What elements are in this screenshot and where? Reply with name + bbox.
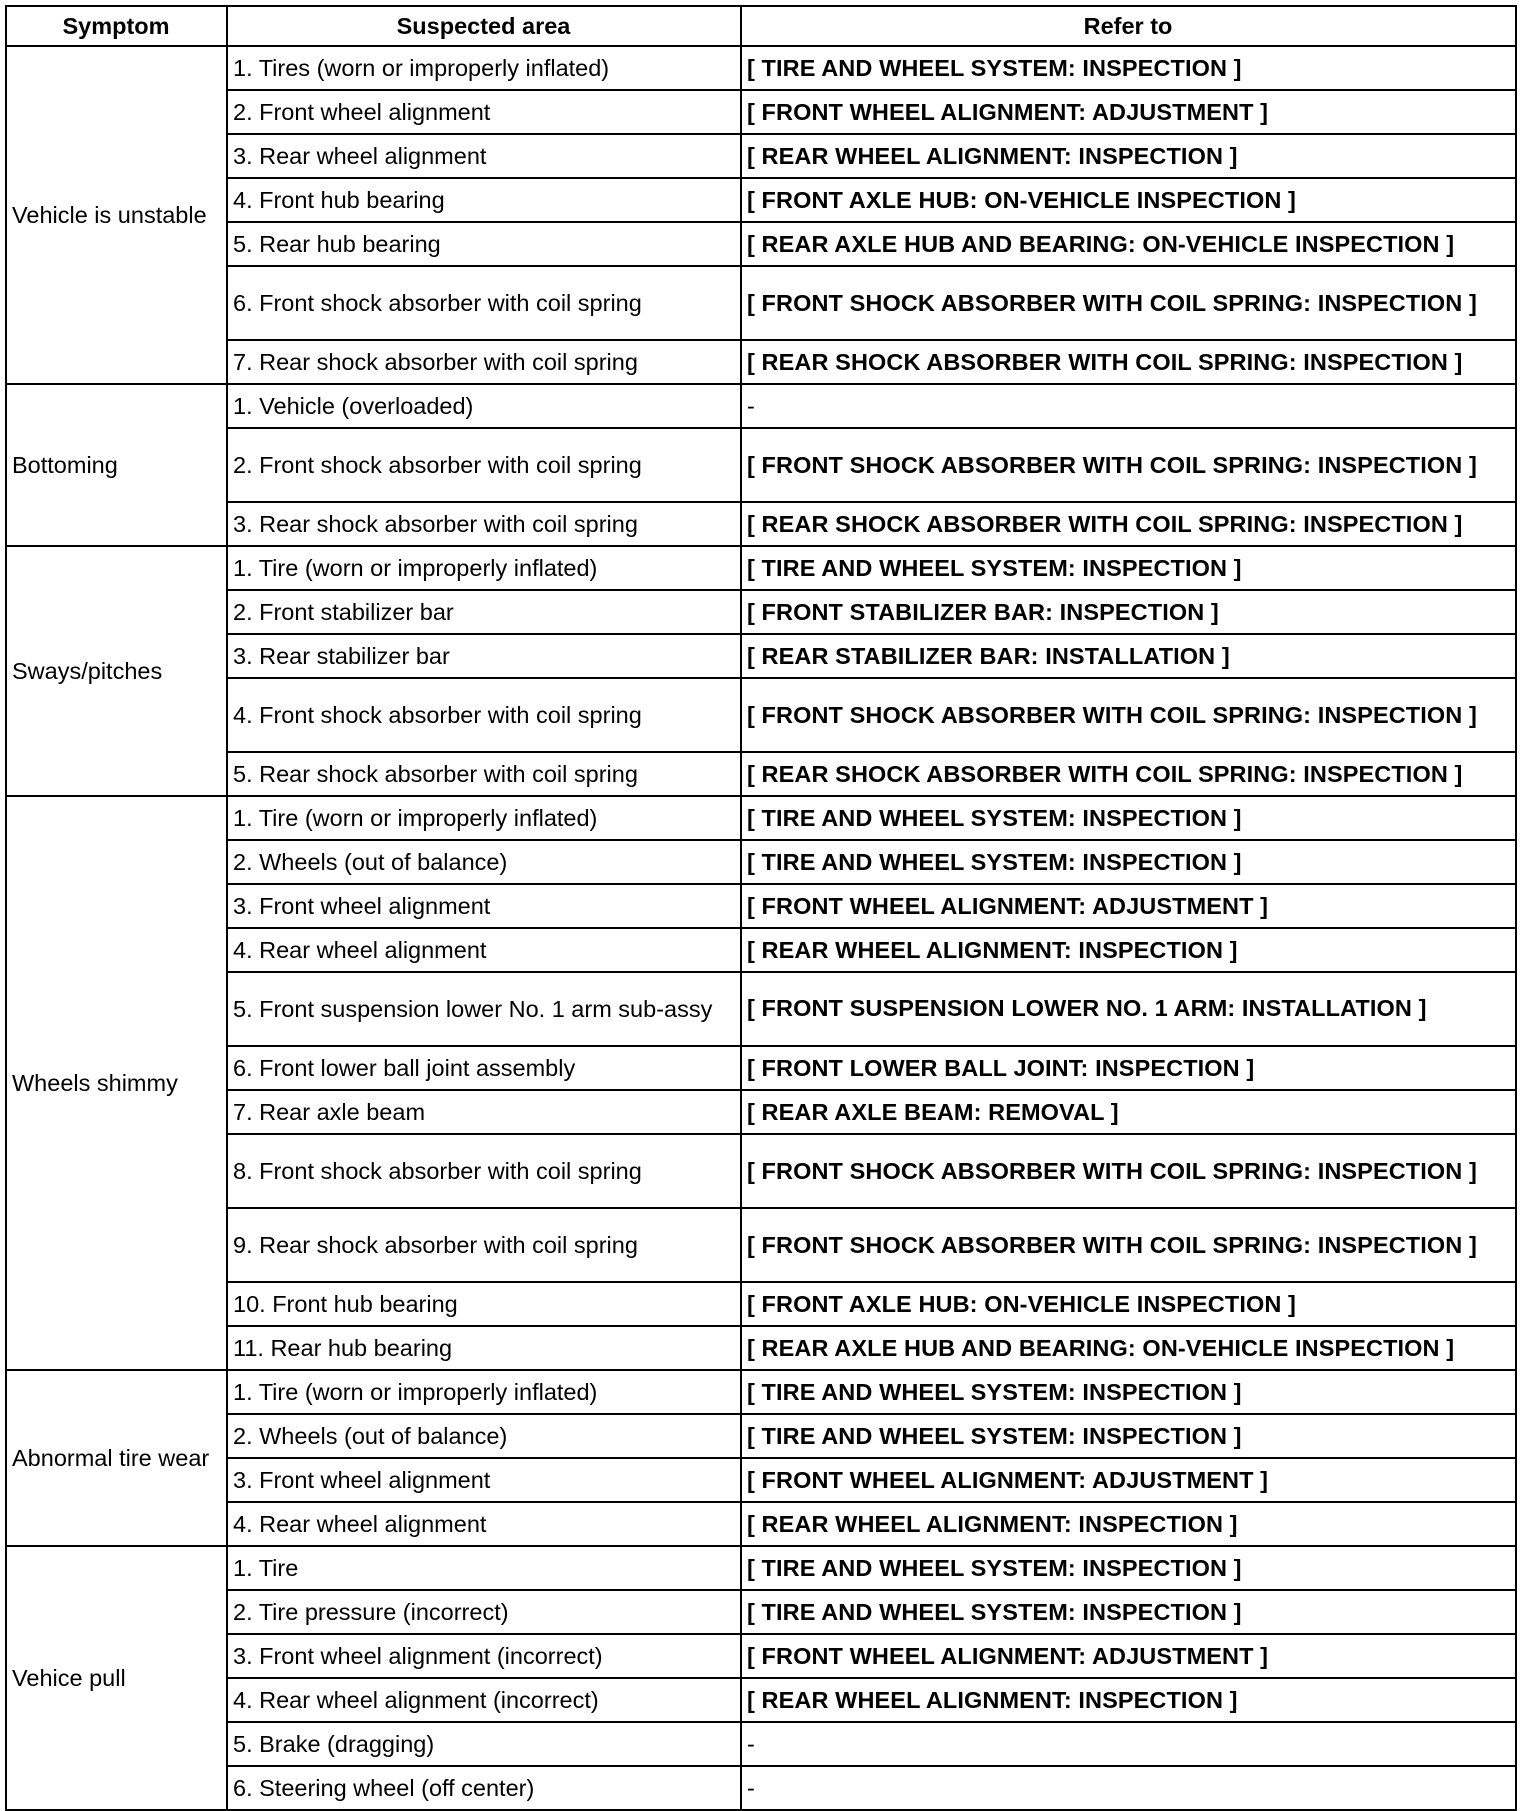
table-row — [6, 1546, 1516, 1590]
header-row — [6, 6, 1516, 46]
suspected-area-cell: 1. Tire (worn or improperly inflated) — [227, 1370, 741, 1414]
suspected-area-cell: 1. Tire — [227, 1546, 741, 1590]
table-row — [6, 1090, 1516, 1134]
suspected-area-cell: 10. Front hub bearing — [227, 1282, 741, 1326]
suspected-area-cell: 5. Rear shock absorber with coil spring — [227, 752, 741, 796]
table-row — [6, 1046, 1516, 1090]
refer-link[interactable]: [ REAR SHOCK ABSORBER WITH COIL SPRING: INSPECTION ] — [741, 340, 1516, 384]
refer-link[interactable]: [ REAR AXLE BEAM: REMOVAL ] — [741, 1090, 1516, 1134]
refer-link[interactable]: [ REAR AXLE HUB AND BEARING: ON-VEHICLE INSPECTION ] — [741, 222, 1516, 266]
suspected-area-cell: 8. Front shock absorber with coil spring — [227, 1134, 741, 1208]
refer-link[interactable]: [ FRONT SHOCK ABSORBER WITH COIL SPRING: INSPECTION ] — [741, 1134, 1516, 1208]
refer-link[interactable]: [ FRONT SHOCK ABSORBER WITH COIL SPRING: INSPECTION ] — [741, 1208, 1516, 1282]
refer-link[interactable]: [ FRONT SHOCK ABSORBER WITH COIL SPRING: INSPECTION ] — [741, 678, 1516, 752]
suspected-area-cell: 5. Front suspension lower No. 1 arm sub-assy — [227, 972, 741, 1046]
refer-link[interactable]: [ FRONT AXLE HUB: ON-VEHICLE INSPECTION ] — [741, 1282, 1516, 1326]
table-row — [6, 266, 1516, 340]
header-suspected-area: Suspected area — [227, 6, 741, 46]
suspected-area-cell: 2. Tire pressure (incorrect) — [227, 1590, 741, 1634]
refer-link[interactable]: [ TIRE AND WHEEL SYSTEM: INSPECTION ] — [741, 796, 1516, 840]
table-row — [6, 1634, 1516, 1678]
refer-link[interactable]: [ REAR WHEEL ALIGNMENT: INSPECTION ] — [741, 1678, 1516, 1722]
table-row — [6, 340, 1516, 384]
symptom-cell: Vehicle is unstable — [6, 46, 227, 384]
refer-cell-empty: - — [741, 1766, 1516, 1810]
table-row — [6, 840, 1516, 884]
table-row — [6, 1458, 1516, 1502]
refer-link[interactable]: [ REAR AXLE HUB AND BEARING: ON-VEHICLE INSPECTION ] — [741, 1326, 1516, 1370]
table-row — [6, 1678, 1516, 1722]
symptom-cell: Vehice pull — [6, 1546, 227, 1810]
suspected-area-cell: 2. Wheels (out of balance) — [227, 840, 741, 884]
refer-link[interactable]: [ TIRE AND WHEEL SYSTEM: INSPECTION ] — [741, 1370, 1516, 1414]
table-row — [6, 384, 1516, 428]
refer-link[interactable]: [ TIRE AND WHEEL SYSTEM: INSPECTION ] — [741, 840, 1516, 884]
suspected-area-cell: 11. Rear hub bearing — [227, 1326, 741, 1370]
symptom-cell: Abnormal tire wear — [6, 1370, 227, 1546]
suspected-area-cell: 2. Front shock absorber with coil spring — [227, 428, 741, 502]
table-row — [6, 928, 1516, 972]
refer-link[interactable]: [ FRONT LOWER BALL JOINT: INSPECTION ] — [741, 1046, 1516, 1090]
suspected-area-cell: 2. Front wheel alignment — [227, 90, 741, 134]
suspected-area-cell: 2. Front stabilizer bar — [227, 590, 741, 634]
suspected-area-cell: 2. Wheels (out of balance) — [227, 1414, 741, 1458]
suspected-area-cell: 3. Rear stabilizer bar — [227, 634, 741, 678]
refer-link[interactable]: [ REAR WHEEL ALIGNMENT: INSPECTION ] — [741, 1502, 1516, 1546]
table-row — [6, 134, 1516, 178]
suspected-area-cell: 6. Front lower ball joint assembly — [227, 1046, 741, 1090]
suspected-area-cell: 6. Front shock absorber with coil spring — [227, 266, 741, 340]
suspected-area-cell: 5. Brake (dragging) — [227, 1722, 741, 1766]
refer-link[interactable]: [ FRONT AXLE HUB: ON-VEHICLE INSPECTION ] — [741, 178, 1516, 222]
suspected-area-cell: 3. Rear wheel alignment — [227, 134, 741, 178]
suspected-area-cell: 1. Vehicle (overloaded) — [227, 384, 741, 428]
refer-link[interactable]: [ FRONT SHOCK ABSORBER WITH COIL SPRING: INSPECTION ] — [741, 428, 1516, 502]
refer-link[interactable]: [ FRONT WHEEL ALIGNMENT: ADJUSTMENT ] — [741, 884, 1516, 928]
table-row — [6, 46, 1516, 90]
table-row — [6, 1414, 1516, 1458]
refer-link[interactable]: [ TIRE AND WHEEL SYSTEM: INSPECTION ] — [741, 1590, 1516, 1634]
refer-link[interactable]: [ FRONT WHEEL ALIGNMENT: ADJUSTMENT ] — [741, 1458, 1516, 1502]
suspected-area-cell: 1. Tires (worn or improperly inflated) — [227, 46, 741, 90]
table-row — [6, 428, 1516, 502]
suspected-area-cell: 4. Front hub bearing — [227, 178, 741, 222]
symptom-cell: Wheels shimmy — [6, 796, 227, 1370]
table-row — [6, 1590, 1516, 1634]
symptom-table — [5, 5, 1517, 1811]
suspected-area-cell: 9. Rear shock absorber with coil spring — [227, 1208, 741, 1282]
table-row — [6, 1370, 1516, 1414]
table-row — [6, 1282, 1516, 1326]
suspected-area-cell: 4. Rear wheel alignment (incorrect) — [227, 1678, 741, 1722]
table-row — [6, 1208, 1516, 1282]
suspected-area-cell: 3. Front wheel alignment (incorrect) — [227, 1634, 741, 1678]
symptom-cell: Sways/pitches — [6, 546, 227, 796]
table-row — [6, 1722, 1516, 1766]
refer-link[interactable]: [ REAR WHEEL ALIGNMENT: INSPECTION ] — [741, 928, 1516, 972]
refer-link[interactable]: [ FRONT WHEEL ALIGNMENT: ADJUSTMENT ] — [741, 1634, 1516, 1678]
table-row — [6, 90, 1516, 134]
refer-link[interactable]: [ REAR SHOCK ABSORBER WITH COIL SPRING: INSPECTION ] — [741, 502, 1516, 546]
refer-link[interactable]: [ TIRE AND WHEEL SYSTEM: INSPECTION ] — [741, 1546, 1516, 1590]
table-row — [6, 222, 1516, 266]
table-row — [6, 972, 1516, 1046]
table-body — [6, 46, 1516, 1810]
table-row — [6, 590, 1516, 634]
suspected-area-cell: 6. Steering wheel (off center) — [227, 1766, 741, 1810]
table-row — [6, 1766, 1516, 1810]
refer-link[interactable]: [ FRONT WHEEL ALIGNMENT: ADJUSTMENT ] — [741, 90, 1516, 134]
suspected-area-cell: 1. Tire (worn or improperly inflated) — [227, 796, 741, 840]
suspected-area-cell: 7. Rear shock absorber with coil spring — [227, 340, 741, 384]
header-symptom: Symptom — [6, 6, 227, 46]
refer-link[interactable]: [ FRONT SUSPENSION LOWER NO. 1 ARM: INSTALLATION ] — [741, 972, 1516, 1046]
table-row — [6, 752, 1516, 796]
table-row — [6, 678, 1516, 752]
table-row — [6, 178, 1516, 222]
header-refer-to: Refer to — [741, 6, 1516, 46]
refer-link[interactable]: [ REAR STABILIZER BAR: INSTALLATION ] — [741, 634, 1516, 678]
suspected-area-cell: 4. Rear wheel alignment — [227, 928, 741, 972]
suspected-area-cell: 4. Front shock absorber with coil spring — [227, 678, 741, 752]
table-row — [6, 884, 1516, 928]
suspected-area-cell: 4. Rear wheel alignment — [227, 1502, 741, 1546]
table-row — [6, 1502, 1516, 1546]
symptom-cell: Bottoming — [6, 384, 227, 546]
refer-cell-empty: - — [741, 1722, 1516, 1766]
table-row — [6, 502, 1516, 546]
refer-link[interactable]: [ REAR SHOCK ABSORBER WITH COIL SPRING: INSPECTION ] — [741, 752, 1516, 796]
refer-link[interactable]: [ TIRE AND WHEEL SYSTEM: INSPECTION ] — [741, 546, 1516, 590]
table-row — [6, 796, 1516, 840]
refer-link[interactable]: [ FRONT SHOCK ABSORBER WITH COIL SPRING: INSPECTION ] — [741, 266, 1516, 340]
suspected-area-cell: 3. Rear shock absorber with coil spring — [227, 502, 741, 546]
table-row — [6, 1134, 1516, 1208]
suspected-area-cell: 1. Tire (worn or improperly inflated) — [227, 546, 741, 590]
suspected-area-cell: 7. Rear axle beam — [227, 1090, 741, 1134]
table-row — [6, 546, 1516, 590]
suspected-area-cell: 5. Rear hub bearing — [227, 222, 741, 266]
refer-link[interactable]: [ FRONT STABILIZER BAR: INSPECTION ] — [741, 590, 1516, 634]
table-row — [6, 1326, 1516, 1370]
refer-link[interactable]: [ TIRE AND WHEEL SYSTEM: INSPECTION ] — [741, 1414, 1516, 1458]
refer-cell-empty: - — [741, 384, 1516, 428]
refer-link[interactable]: [ TIRE AND WHEEL SYSTEM: INSPECTION ] — [741, 46, 1516, 90]
suspected-area-cell: 3. Front wheel alignment — [227, 884, 741, 928]
table-row — [6, 634, 1516, 678]
suspected-area-cell: 3. Front wheel alignment — [227, 1458, 741, 1502]
refer-link[interactable]: [ REAR WHEEL ALIGNMENT: INSPECTION ] — [741, 134, 1516, 178]
